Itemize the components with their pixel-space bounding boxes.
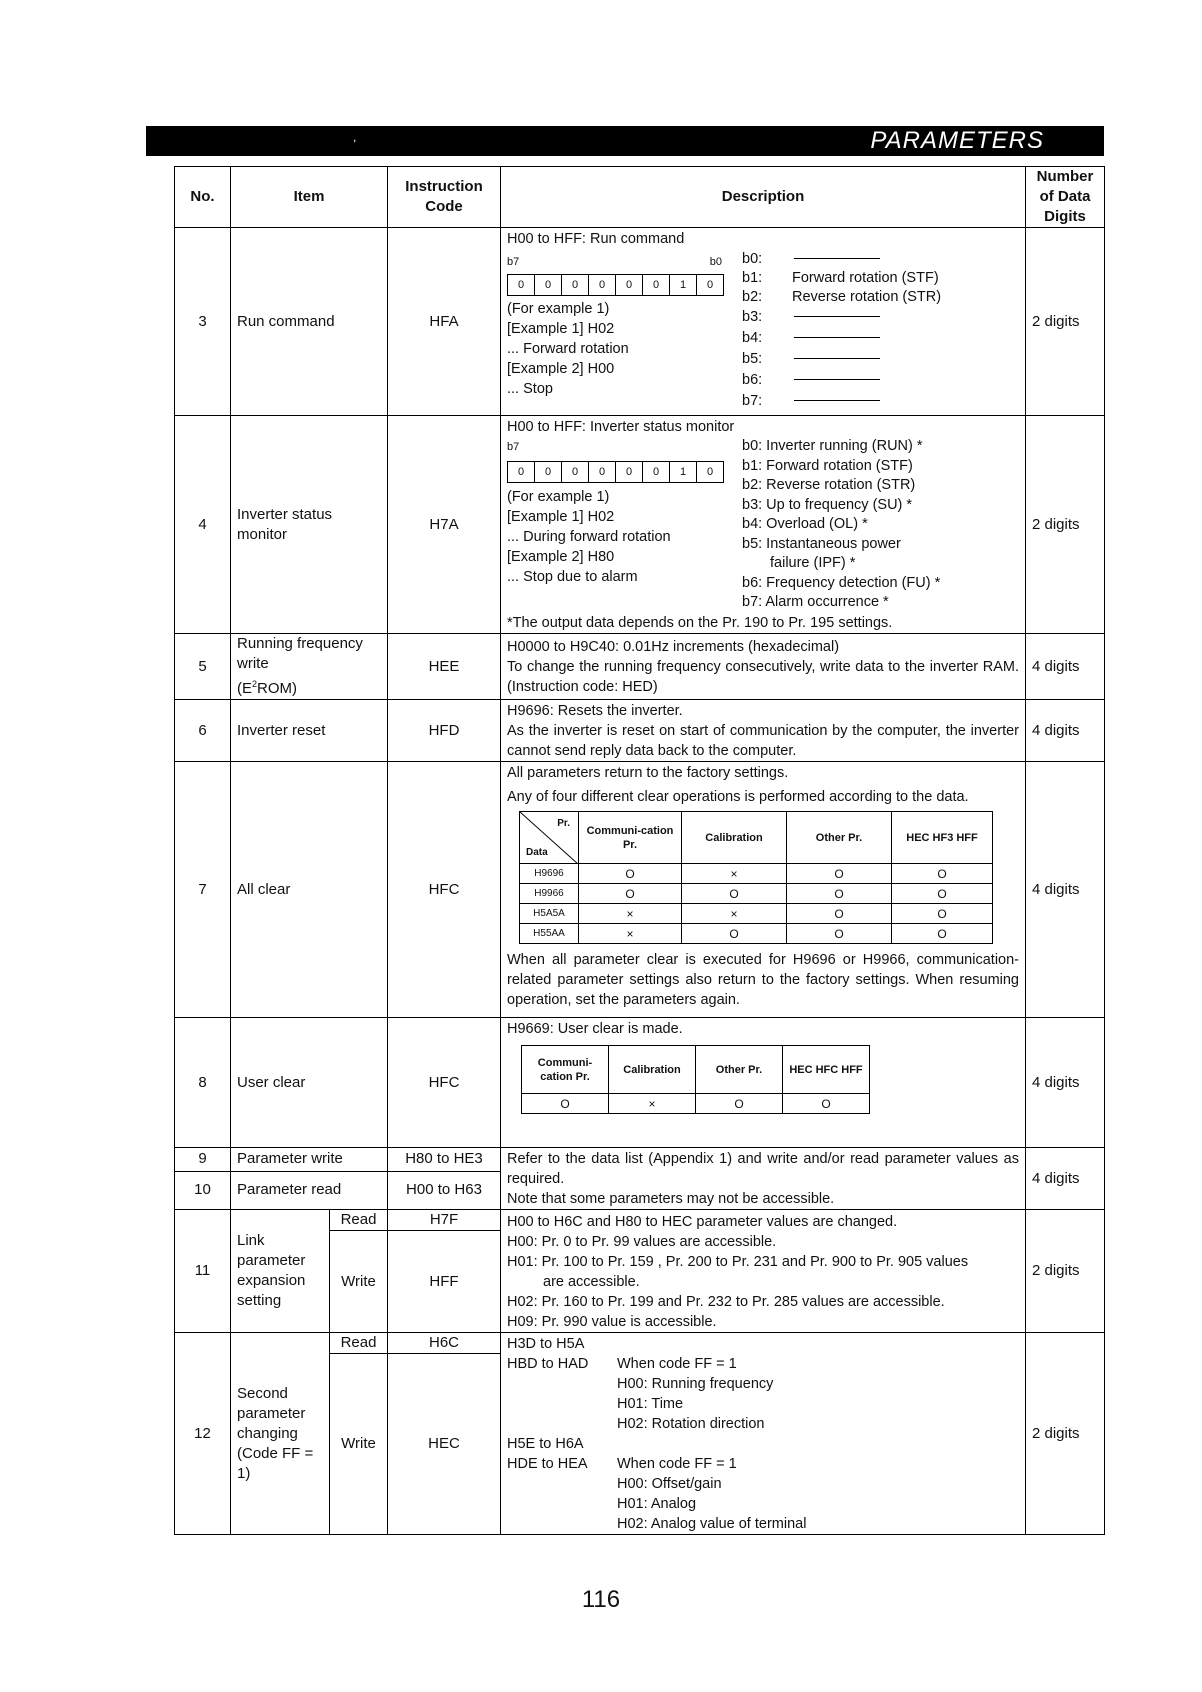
row-no: 5 [175, 634, 231, 700]
subtable-value: O [579, 884, 682, 904]
row-code: H80 to HE3 [388, 1148, 501, 1172]
corner-pr-label: Pr. [557, 818, 570, 829]
row-no: 3 [175, 228, 231, 416]
bit-cell: 0 [643, 462, 670, 482]
row-item: User clear [231, 1018, 388, 1148]
subtable-value: O [696, 1094, 783, 1114]
subtable-value: O [787, 884, 892, 904]
bit-cell: 0 [535, 462, 562, 482]
desc-line: To change the running frequency consecutively, write data to the inverter RAM. (Instruction code: HED) [507, 659, 1019, 695]
subtable-row [520, 924, 993, 944]
desc-line: H5E to H6A [507, 1436, 584, 1452]
subtable-col-header: Calibration [609, 1046, 696, 1094]
desc-line: H01: Analog [617, 1496, 697, 1512]
subtable-value: O [787, 864, 892, 884]
subtable-value: × [579, 904, 682, 924]
write-code: HFF [388, 1231, 501, 1333]
desc-line: H02: Analog value of terminal [617, 1516, 807, 1532]
subtable-col-header: Other Pr. [696, 1046, 783, 1094]
desc-line: H00 to H6C and H80 to HEC parameter values are changed. [507, 1213, 898, 1230]
subtable-value: O [787, 904, 892, 924]
bit-name: b2: [742, 288, 763, 305]
subtable-col-header: HEC HFC HFF [783, 1046, 870, 1094]
empty-bit-dash [794, 379, 880, 380]
bit-label-b7: b7 [507, 256, 520, 268]
bit-name: b4: [742, 329, 763, 346]
footnote: *The output data depends on the Pr. 190 to Pr. 195 settings. [507, 615, 893, 631]
page-number: 116 [581, 1586, 621, 1613]
bit-cell: 0 [562, 275, 589, 295]
condition: When code FF = 1 [617, 1356, 737, 1372]
bit-diagram [507, 461, 724, 483]
desc-line: H09: Pr. 990 value is accessible. [507, 1313, 717, 1330]
row-item: Second parameter changing (Code FF = 1) [231, 1333, 330, 1535]
bit-cell: 1 [670, 275, 697, 295]
header-item: Item [231, 167, 388, 228]
item-text: (E [237, 680, 252, 697]
header-mark: , [353, 130, 357, 144]
row-no: 4 [175, 416, 231, 634]
desc-line: As the inverter is reset on start of communication by the computer, the inverter cannot send reply data back to the computer. [507, 723, 1019, 759]
table-row-11 [175, 1210, 1105, 1231]
row-description [501, 1210, 1026, 1333]
example-line: [Example 1] H02 [507, 509, 615, 525]
row-no: 6 [175, 700, 231, 762]
subtable-value: O [522, 1094, 609, 1114]
desc-line: H00: Offset/gain [617, 1476, 722, 1492]
subtable-value: O [682, 924, 787, 944]
table-row-9 [175, 1148, 1105, 1172]
subtable-data-cell: H5A5A [520, 904, 579, 924]
header-instruction-code: Instruction Code [388, 167, 501, 228]
desc-line: When all parameter clear is executed for H9696 or H9966, communication-related parameter settings also return to the factory settings. When resuming operation, set the parameters again. [507, 952, 1019, 1008]
header-description: Description [501, 167, 1026, 228]
row-item: Link parameter expansion setting [231, 1210, 330, 1333]
subtable-value: O [892, 884, 993, 904]
parameter-table [174, 166, 1105, 1535]
desc-title: H00 to HFF: Inverter status monitor [507, 419, 735, 435]
empty-bit-dash [794, 337, 880, 338]
header-no: No. [175, 167, 231, 228]
row-code: HFC [388, 762, 501, 1018]
item-line: Running frequency [237, 635, 363, 652]
bit-name: b3: [742, 308, 763, 325]
write-label: Write [330, 1354, 388, 1535]
bit-meaning: b1: Forward rotation (STF) [742, 457, 913, 474]
row-digits: 2 digits [1026, 416, 1105, 634]
bit-cell: 0 [706, 279, 714, 291]
read-label: Read [330, 1210, 388, 1231]
desc-line: H01: Pr. 100 to Pr. 159 , Pr. 200 to Pr. 231 and Pr. 900 to Pr. 905 values [507, 1253, 969, 1270]
row-no: 11 [175, 1210, 231, 1333]
corner-cell [520, 812, 579, 864]
subtable-data-cell: H9966 [520, 884, 579, 904]
empty-bit-dash [794, 400, 880, 401]
bit-name: b1: [742, 269, 763, 286]
bit-name: b6: [742, 371, 763, 388]
read-label: Read [330, 1333, 388, 1354]
parameter-table-container [174, 166, 1104, 1540]
example-line: [Example 2] H80 [507, 549, 615, 565]
row-description [501, 1018, 1026, 1148]
desc-line: H02: Rotation direction [617, 1416, 765, 1432]
bit-cell: 0 [589, 462, 616, 482]
row-description [501, 228, 1026, 416]
user-clear-subtable [521, 1045, 870, 1114]
example-line: ... Stop [507, 381, 553, 397]
example-line: ... During forward rotation [507, 529, 671, 545]
row-item: Run command [231, 228, 388, 416]
subtable-value: × [682, 864, 787, 884]
bit-cell: 0 [616, 462, 643, 482]
row-description [501, 700, 1026, 762]
table-row-5 [175, 634, 1105, 700]
example-line: (For example 1) [507, 489, 610, 505]
subtable-row [522, 1094, 870, 1114]
bit-meaning: b4: Overload (OL) * [742, 516, 868, 532]
row-item: Inverter status monitor [231, 416, 388, 634]
row-no: 7 [175, 762, 231, 1018]
row-digits: 2 digits [1026, 1210, 1105, 1333]
bit-cell: 0 [508, 275, 535, 295]
desc-line: H0000 to H9C40: 0.01Hz increments (hexadecimal) [507, 639, 840, 655]
row-code: HFD [388, 700, 501, 762]
row-item: All clear [231, 762, 388, 1018]
all-clear-subtable [519, 811, 993, 944]
bit-label-b7: b7 [507, 441, 520, 453]
bit-cell: 0 [706, 466, 714, 478]
bit-meaning: Reverse rotation (STR) [792, 288, 942, 305]
subtable-value: O [682, 884, 787, 904]
desc-line: All parameters return to the factory settings. [507, 765, 789, 781]
subtable-value: O [892, 904, 993, 924]
empty-bit-dash [794, 258, 880, 259]
example-line: [Example 1] H02 [507, 321, 615, 337]
subtable-row [520, 864, 993, 884]
row-digits: 4 digits [1026, 634, 1105, 700]
row-digits: 4 digits [1026, 762, 1105, 1018]
table-row-7 [175, 762, 1105, 1018]
row-digits: 4 digits [1026, 1018, 1105, 1148]
bit-cell: 1 [670, 462, 697, 482]
table-row-3 [175, 228, 1105, 416]
write-label: Write [330, 1231, 388, 1333]
subtable-col-header: Communi-cation Pr. [579, 812, 682, 864]
subtable-value: O [579, 864, 682, 884]
row-digits: 2 digits [1026, 228, 1105, 416]
bit-cell: 0 [589, 275, 616, 295]
row-no: 12 [175, 1333, 231, 1535]
subtable-value: × [579, 924, 682, 944]
item-text: ROM) [257, 680, 298, 697]
superscript: 2 [252, 679, 258, 689]
row-digits: 4 digits [1026, 1148, 1105, 1210]
row-code: H7A [388, 416, 501, 634]
bit-cell: 0 [616, 275, 643, 295]
row-digits: 4 digits [1026, 700, 1105, 762]
row-description [501, 634, 1026, 700]
bit-label-b0: b0 [709, 256, 722, 268]
row-item [231, 634, 388, 700]
desc-line: are accessible. [543, 1273, 640, 1290]
table-row-8 [175, 1018, 1105, 1148]
bit-cell: 0 [508, 462, 535, 482]
row-code: H00 to H63 [388, 1171, 501, 1209]
section-title: PARAMETERS [870, 127, 1044, 154]
bit-meaning: b0: Inverter running (RUN) * [742, 438, 923, 454]
row-description [501, 1333, 1026, 1535]
bit-meaning: failure (IPF) * [770, 555, 856, 571]
subtable-row [520, 884, 993, 904]
subtable-value: × [609, 1094, 696, 1114]
item-line [237, 674, 381, 699]
empty-bit-dash [794, 316, 880, 317]
table-row-6 [175, 700, 1105, 762]
bit-meaning: b5: Instantaneous power [742, 535, 901, 552]
bit-meaning: b3: Up to frequency (SU) * [742, 496, 913, 513]
bit-meaning: Forward rotation (STF) [792, 269, 939, 286]
bit-cell: 0 [535, 275, 562, 295]
example-line: (For example 1) [507, 301, 610, 317]
desc-line: H01: Time [617, 1396, 684, 1412]
row-item: Parameter read [231, 1171, 388, 1209]
example-line: ... Stop due to alarm [507, 569, 638, 585]
table-row-4 [175, 416, 1105, 634]
header-data-digits: Number of Data Digits [1026, 167, 1105, 228]
condition: When code FF = 1 [617, 1456, 737, 1472]
row-item: Inverter reset [231, 700, 388, 762]
row-no: 8 [175, 1018, 231, 1148]
subtable-value: O [892, 924, 993, 944]
subtable-value: O [787, 924, 892, 944]
bit-name: b5: [742, 350, 763, 367]
subtable-col-header: Communi-cation Pr. [522, 1046, 609, 1094]
subtable-value: × [682, 904, 787, 924]
row-digits: 2 digits [1026, 1333, 1105, 1535]
bit-meaning: b2: Reverse rotation (STR) [742, 477, 916, 493]
subtable-col-header: Calibration [682, 812, 787, 864]
row-code: HFA [388, 228, 501, 416]
desc-line: Any of four different clear operations is performed according to the data. [507, 789, 969, 805]
table-header-row [175, 167, 1105, 228]
desc-line: H02: Pr. 160 to Pr. 199 and Pr. 232 to Pr. 285 values are accessible. [507, 1293, 945, 1310]
desc-line: H3D to H5A [507, 1336, 585, 1352]
subtable-row [520, 904, 993, 924]
table-row-12 [175, 1333, 1105, 1354]
row-item: Parameter write [231, 1148, 388, 1172]
row-code: HFC [388, 1018, 501, 1148]
row-description [501, 762, 1026, 1018]
bit-range-labels [507, 252, 722, 272]
desc-line: H9696: Resets the inverter. [507, 703, 683, 719]
subtable-data-cell: H55AA [520, 924, 579, 944]
subtable-value: O [892, 864, 993, 884]
bit-range-labels [507, 437, 722, 457]
desc-line: Refer to the data list (Appendix 1) and write and/or read parameter values as required. [507, 1151, 1019, 1187]
bit-name: b7: [742, 392, 763, 409]
write-code: HEC [388, 1354, 501, 1535]
empty-bit-dash [794, 358, 880, 359]
desc-line: Note that some parameters may not be accessible. [507, 1191, 835, 1207]
subtable-value: O [783, 1094, 870, 1114]
item-line: write [237, 655, 269, 672]
bit-cell: 0 [643, 275, 670, 295]
bit-diagram [507, 274, 724, 296]
row-description [501, 416, 1026, 634]
row-description [501, 1148, 1026, 1210]
subtable-col-header: HEC HF3 HFF [892, 812, 993, 864]
desc-line: H00: Running frequency [617, 1376, 774, 1392]
desc-line: H00: Pr. 0 to Pr. 99 values are accessible. [507, 1233, 777, 1250]
code-range: HBD to HAD [507, 1356, 589, 1372]
read-code: H6C [388, 1333, 501, 1354]
subtable-col-header: Other Pr. [787, 812, 892, 864]
example-line: [Example 2] H00 [507, 361, 615, 377]
section-header-bar [146, 126, 1104, 156]
subtable-data-cell: H9696 [520, 864, 579, 884]
desc-title: H00 to HFF: Run command [507, 231, 685, 247]
bit-meaning: b6: Frequency detection (FU) * [742, 574, 941, 591]
corner-data-label: Data [526, 847, 548, 858]
read-code: H7F [388, 1210, 501, 1231]
bit-cell: 0 [562, 462, 589, 482]
example-line: ... Forward rotation [507, 341, 629, 357]
code-range: HDE to HEA [507, 1456, 588, 1472]
bit-meaning: b7: Alarm occurrence * [742, 594, 889, 610]
bit-name: b0: [742, 250, 763, 267]
row-code: HEE [388, 634, 501, 700]
row-no: 10 [175, 1171, 231, 1209]
desc-line: H9669: User clear is made. [507, 1021, 683, 1037]
row-no: 9 [175, 1148, 231, 1172]
